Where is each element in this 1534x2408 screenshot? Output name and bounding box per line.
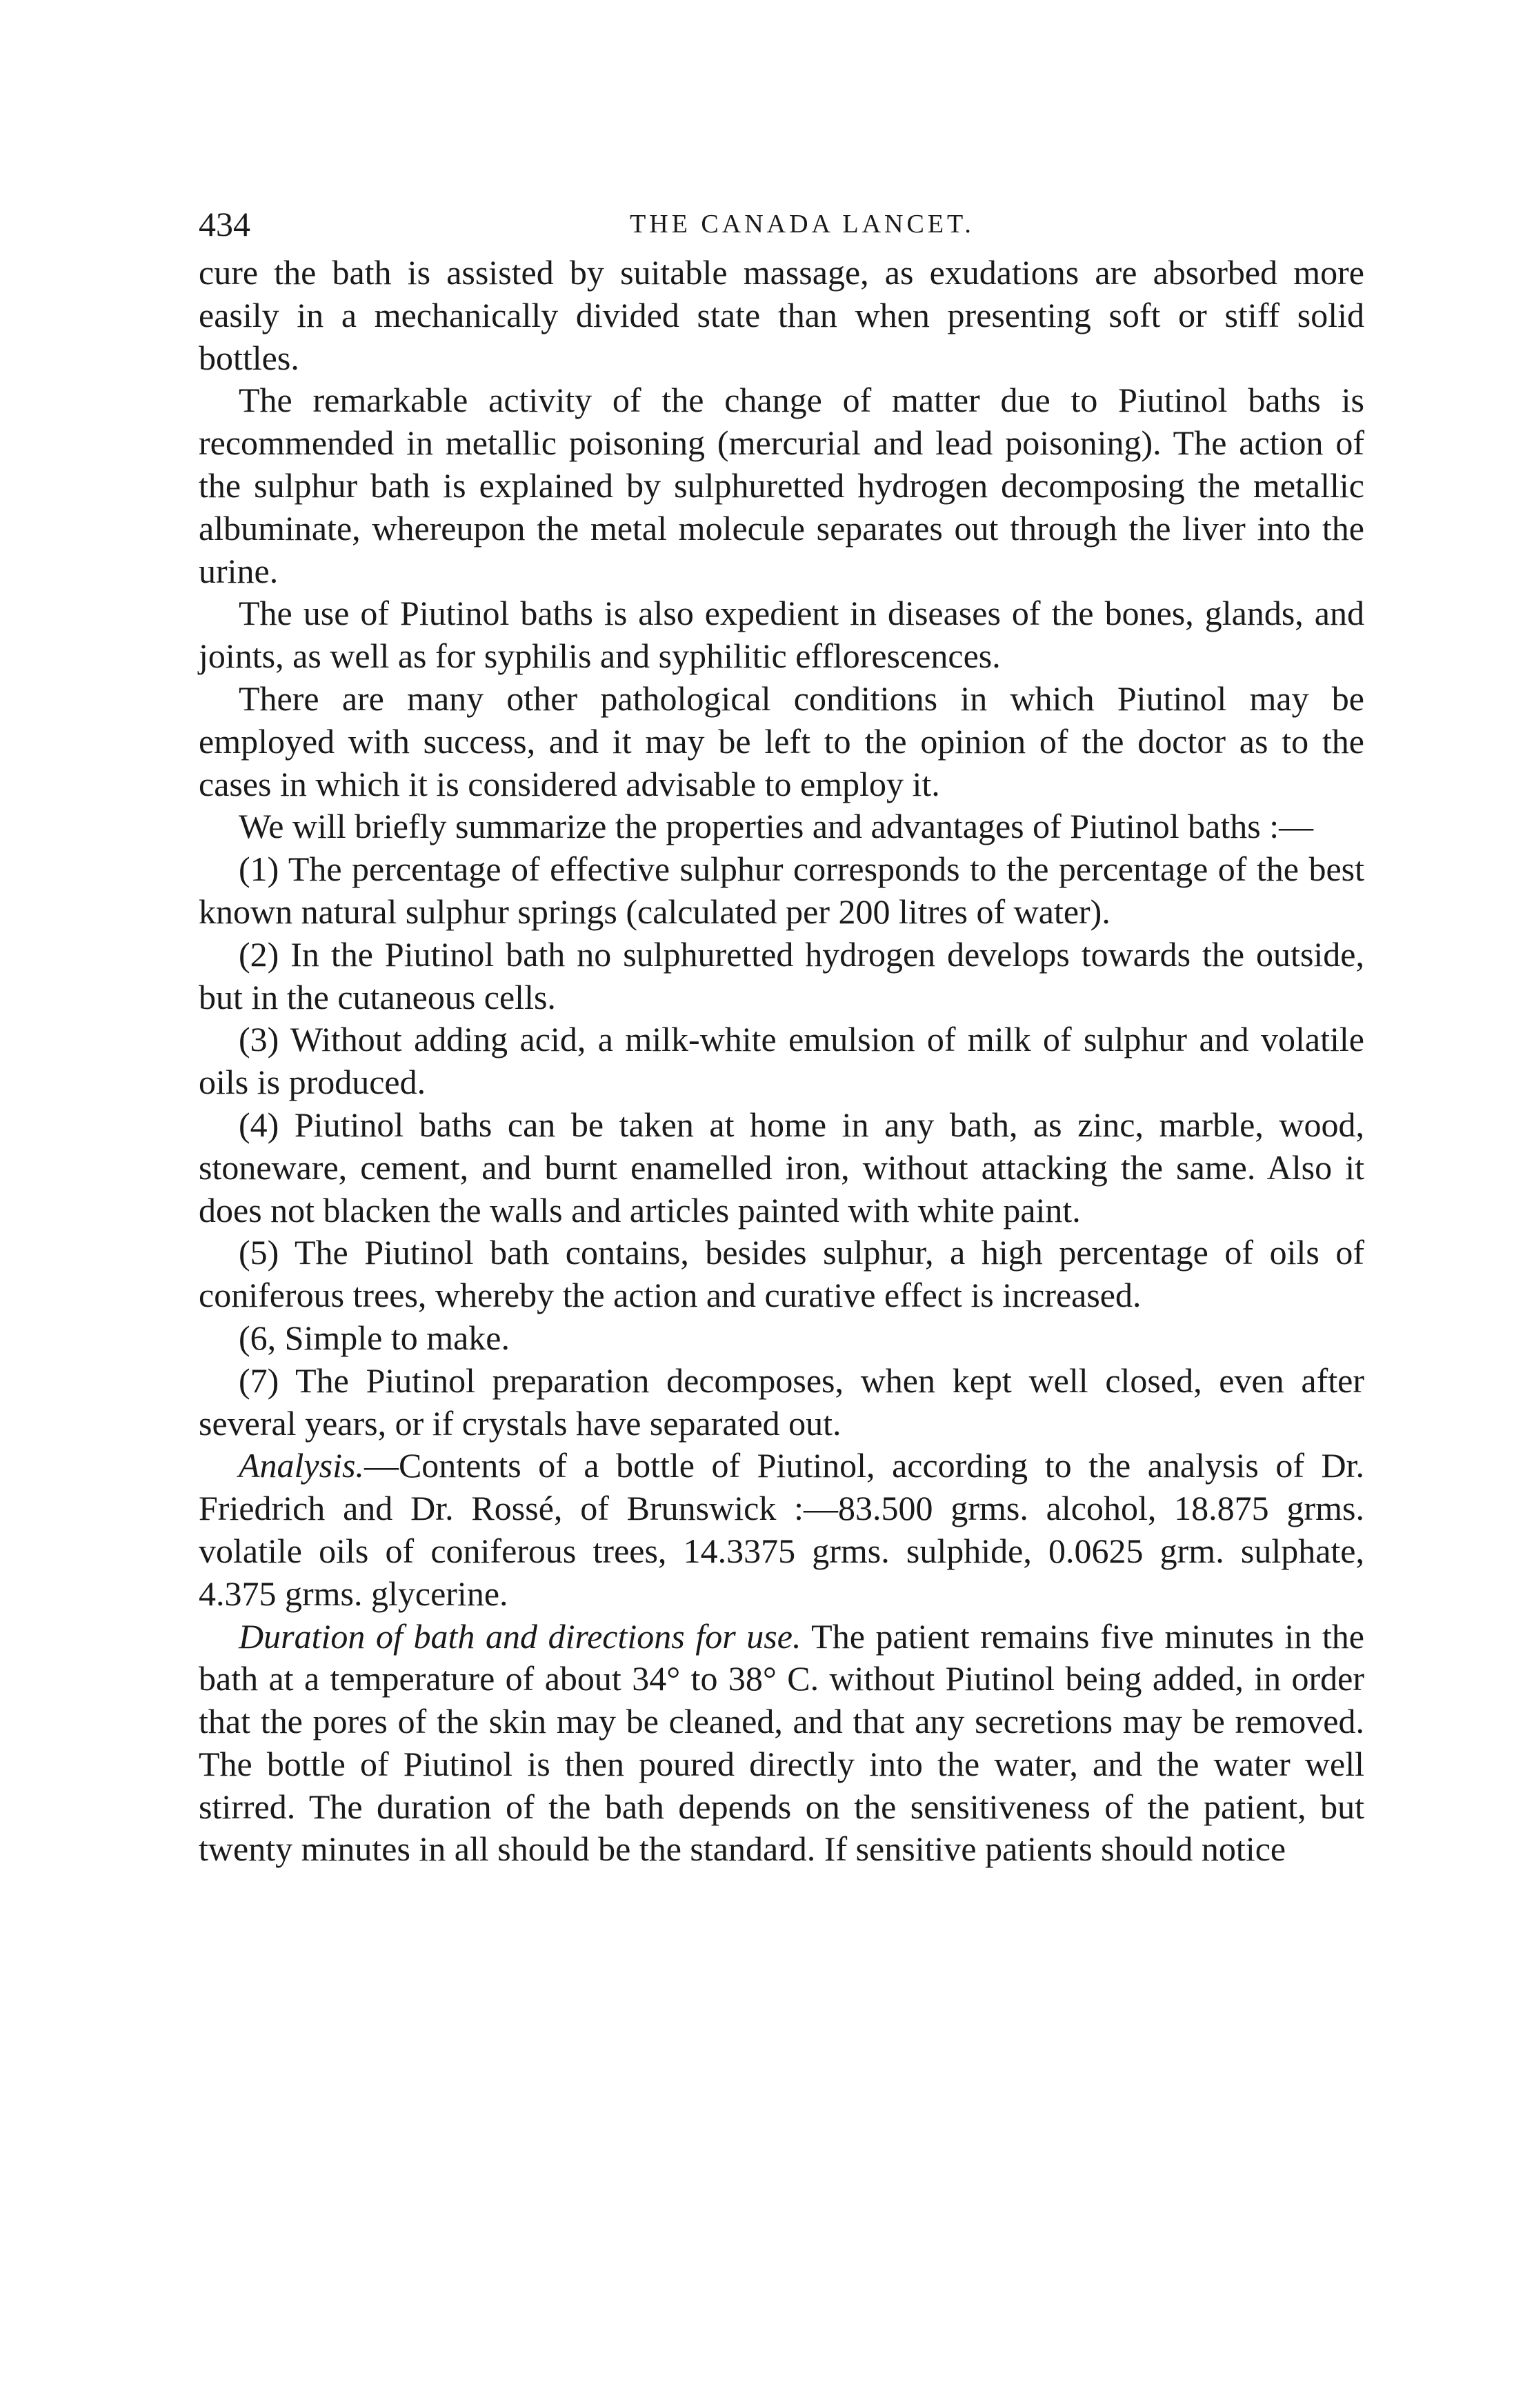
list-item-text: The percentage of effective sulphur corresponds to the percentage of the best known natural sulphur springs (calculated per 200 litres of water). (199, 850, 1364, 931)
list-item (199, 1317, 1364, 1360)
list-item (199, 1019, 1364, 1104)
paragraph-duration (199, 1616, 1364, 1872)
list-item-text: The Piutinol bath contains, besides sulphur, a high percentage of oils of coniferous trees, whereby the action and curative effect is increased. (199, 1233, 1364, 1315)
list-item-number: (5) (239, 1233, 279, 1272)
list-item-number: (3) (239, 1020, 279, 1059)
list-item-number: (6, (239, 1318, 277, 1357)
paragraph-metallic-poisoning: The remarkable activity of the change of matter due to Piutinol baths is recommended in metallic poisoning (mercurial and lead poisoning). The action of the sulphur bath is explained by sulphuretted hydrogen decomposing the metallic albuminate, whereupon the metal molecule separates out through the liver into the urine. (199, 381, 1364, 590)
duration-lead-in: Duration of bath and directions for use. (239, 1616, 801, 1656)
list-item (199, 934, 1364, 1019)
list-item-text: The Piutinol preparation decomposes, when kept well closed, even after several years, or if crystals have separated out. (199, 1361, 1364, 1443)
list-item-number: (1) (239, 850, 279, 889)
list-item (199, 1232, 1364, 1317)
list-item (199, 1104, 1364, 1232)
list-item-text: Simple to make. (284, 1318, 510, 1357)
paragraph-other-conditions: There are many other pathological conditions in which Piutinol may be employed with success, and it may be left to the opinion of the doctor as to the cases in which it is considered advisable to employ it. (199, 679, 1364, 803)
list-item-number: (7) (239, 1361, 279, 1400)
analysis-text: —Contents of a bottle of Piutinol, according to the analysis of Dr. Friedrich and Dr. Rossé, of Brunswick :—83.500 grms. alcohol, 18.875 grms. volatile oils of coniferous trees, 14.3375 grms. sulphide, 0.0625 grm. sulphate, 4.375 grms. glycerine. (199, 1446, 1364, 1613)
paragraph-continued: cure the bath is assisted by suitable massage, as exudations are absorbed more easily in a mechanically divided state than when presenting soft or stiff solid bottles. (199, 253, 1364, 377)
list-item-number: (4) (239, 1105, 279, 1144)
analysis-lead-in: Analysis. (239, 1446, 364, 1485)
list-item-text: In the Piutinol bath no sulphuretted hydrogen develops towards the outside, but in the cutaneous cells. (199, 934, 1364, 1016)
list-item-text: Piutinol baths can be taken at home in any bath, as zinc, marble, wood, stoneware, cement, and burnt enamelled iron, without attacking the same. Also it does not blacken the walls and articles painted with white paint. (199, 1105, 1365, 1230)
list-item (199, 1360, 1364, 1445)
paragraph-analysis (199, 1445, 1364, 1615)
paragraph-bone-diseases: The use of Piutinol baths is also expedient in diseases of the bones, glands, and joints, as well as for syphilis and syphilitic efflorescences. (199, 594, 1364, 676)
page-header (199, 200, 1364, 248)
page-number: 434 (199, 205, 250, 243)
duration-text: The patient remains five minutes in the bath at a temperature of about 34° to 38° C. without Piutinol being added, in order that the pores of the skin may be cleaned, and that any secretions may be removed. The bottle of Piutinol is then poured directly into the water, and the water well stirred. The duration of the bath depends on the sensitiveness of the patient, but twenty minutes in all should be the standard. If sensitive patients should notice (199, 1616, 1364, 1869)
body-text (199, 252, 1364, 1871)
list-item (199, 848, 1364, 934)
list-item-number: (2) (239, 934, 279, 974)
paragraph-summary-intro: We will briefly summarize the properties and advantages of Piutinol baths :— (239, 807, 1314, 846)
list-item-text: Without adding acid, a milk-white emulsion of milk of sulphur and volatile oils is produced. (199, 1020, 1364, 1102)
running-title: THE CANADA LANCET. (630, 210, 975, 239)
